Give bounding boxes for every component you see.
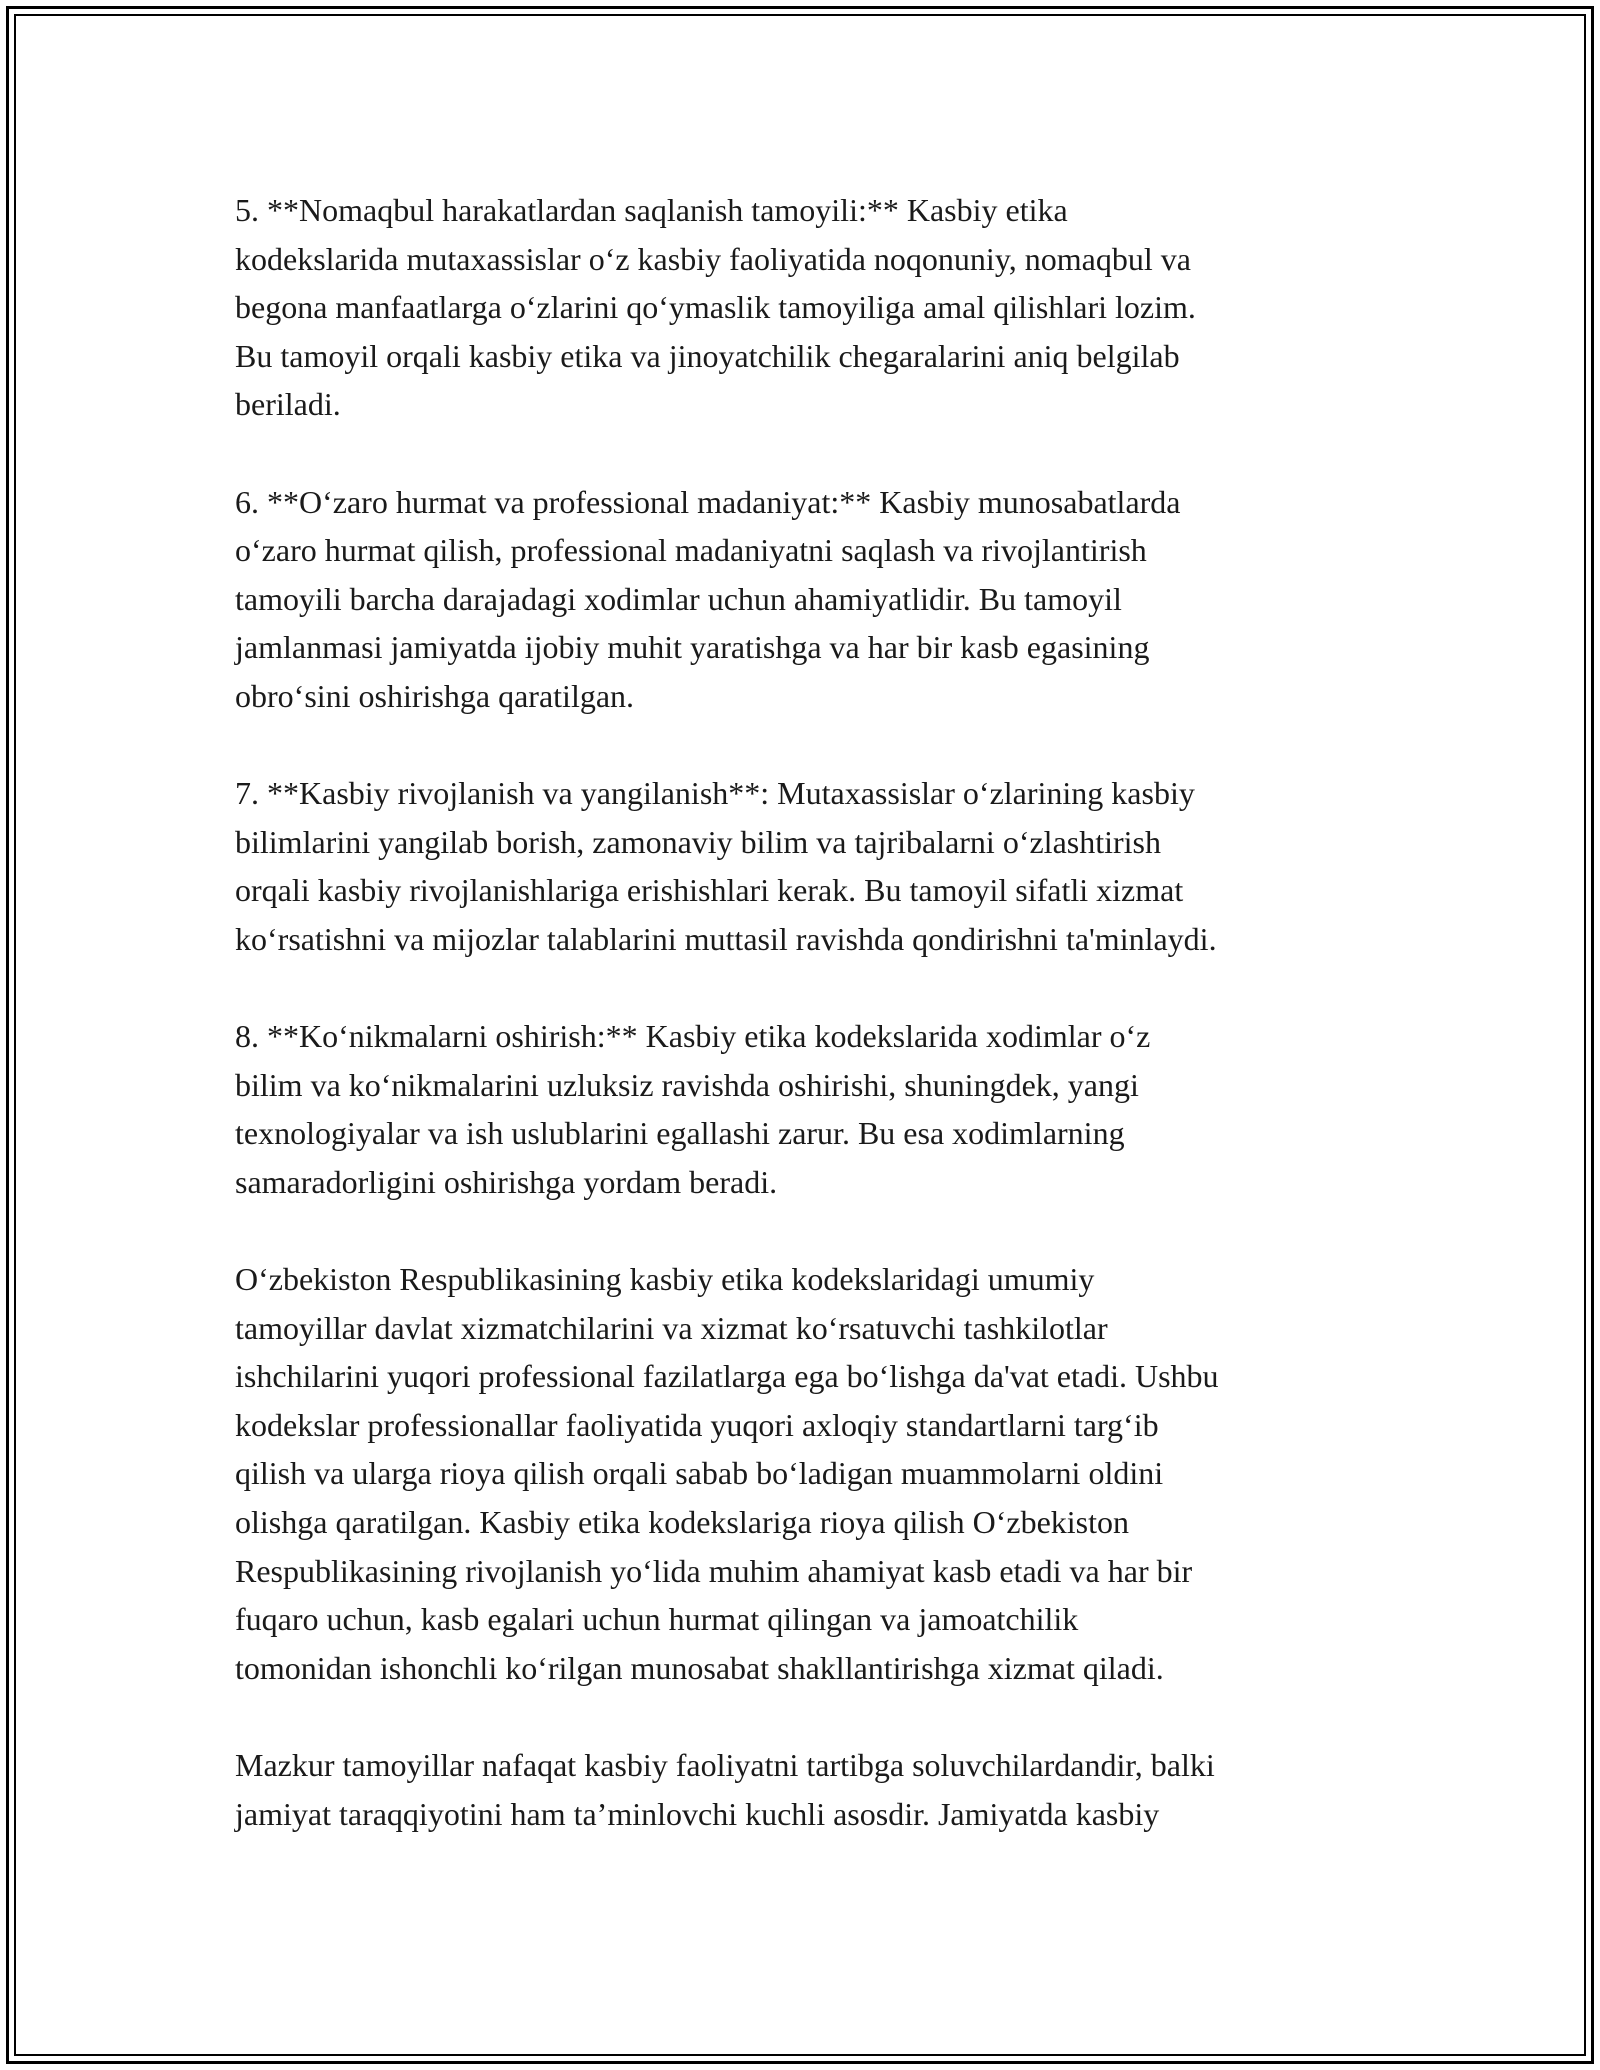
paragraph-principle-7 bbox=[235, 769, 1385, 963]
document-body bbox=[235, 186, 1385, 1887]
text-line: tomonidan ishonchli ko‘rilgan munosabat shakllantirishga xizmat qiladi. bbox=[235, 1649, 1164, 1686]
text-line: 6. **O‘zaro hurmat va professional madaniyat:** Kasbiy munosabatlarda bbox=[235, 483, 1181, 520]
text-line: tamoyillar davlat xizmatchilarini va xizmat ko‘rsatuvchi tashkilotlar bbox=[235, 1309, 1108, 1346]
text-line: Bu tamoyil orqali kasbiy etika va jinoyatchilik chegaralarini aniq belgilab bbox=[235, 337, 1180, 374]
paragraph-conclusion bbox=[235, 1741, 1385, 1838]
text-line: tamoyili barcha darajadagi xodimlar uchun ahamiyatlidir. Bu tamoyil bbox=[235, 580, 1122, 617]
text-line: Respublikasining rivojlanish yo‘lida muhim ahamiyat kasb etadi va har bir bbox=[235, 1552, 1193, 1589]
text-line: bilim va ko‘nikmalarini uzluksiz ravishda oshirishi, shuningdek, yangi bbox=[235, 1066, 1139, 1103]
text-line: beriladi. bbox=[235, 386, 341, 423]
text-line: bilimlarini yangilab borish, zamonaviy bilim va tajribalarni o‘zlashtirish bbox=[235, 823, 1161, 860]
text-line: obro‘sini oshirishga qaratilgan. bbox=[235, 677, 635, 714]
text-line: samaradorligini oshirishga yordam beradi. bbox=[235, 1163, 778, 1200]
text-line: texnologiyalar va ish uslublarini egallashi zarur. Bu esa xodimlarning bbox=[235, 1115, 1125, 1152]
paragraph-summary bbox=[235, 1255, 1385, 1692]
text-line: O‘zbekiston Respublikasining kasbiy etika kodekslaridagi umumiy bbox=[235, 1261, 1095, 1298]
text-line: o‘zaro hurmat qilish, professional madaniyatni saqlash va rivojlantirish bbox=[235, 532, 1147, 569]
paragraph-principle-5 bbox=[235, 186, 1385, 429]
text-line: qilish va ularga rioya qilish orqali sabab bo‘ladigan muammolarni oldini bbox=[235, 1455, 1164, 1492]
text-line: olishga qaratilgan. Kasbiy etika kodekslariga rioya qilish O‘zbekiston bbox=[235, 1504, 1129, 1541]
text-line: begona manfaatlarga o‘zlarini qo‘ymaslik tamoyiliga amal qilishlari lozim. bbox=[235, 289, 1196, 326]
text-line: jamiyat taraqqiyotini ham ta’minlovchi kuchli asosdir. Jamiyatda kasbiy bbox=[235, 1795, 1160, 1832]
text-line: kodekslar professionallar faoliyatida yuqori axloqiy standartlarni targ‘ib bbox=[235, 1406, 1159, 1443]
text-line: 7. **Kasbiy rivojlanish va yangilanish**: Mutaxassislar o‘zlarining kasbiy bbox=[235, 775, 1195, 812]
text-line: ko‘rsatishni va mijozlar talablarini muttasil ravishda qondirishni ta'minlaydi. bbox=[235, 920, 1217, 957]
text-line: 8. **Ko‘nikmalarni oshirish:** Kasbiy etika kodekslarida xodimlar o‘z bbox=[235, 1018, 1151, 1055]
text-line: kodekslarida mutaxassislar o‘z kasbiy faoliyatida noqonuniy, nomaqbul va bbox=[235, 240, 1191, 277]
text-line: 5. **Nomaqbul harakatlardan saqlanish tamoyili:** Kasbiy etika bbox=[235, 192, 1068, 228]
text-line: Mazkur tamoyillar nafaqat kasbiy faoliyatni tartibga soluvchilardandir, balki bbox=[235, 1747, 1215, 1783]
paragraph-principle-6 bbox=[235, 478, 1385, 721]
text-line: ishchilarini yuqori professional fazilatlarga ega bo‘lishga da'vat etadi. Ushbu bbox=[235, 1358, 1219, 1395]
text-line: fuqaro uchun, kasb egalari uchun hurmat qilingan va jamoatchilik bbox=[235, 1601, 1079, 1638]
text-line: orqali kasbiy rivojlanishlariga erishishlari kerak. Bu tamoyil sifatli xizmat bbox=[235, 872, 1184, 909]
paragraph-principle-8 bbox=[235, 1012, 1385, 1206]
text-line: jamlanmasi jamiyatda ijobiy muhit yaratishga va har bir kasb egasining bbox=[235, 629, 1150, 666]
